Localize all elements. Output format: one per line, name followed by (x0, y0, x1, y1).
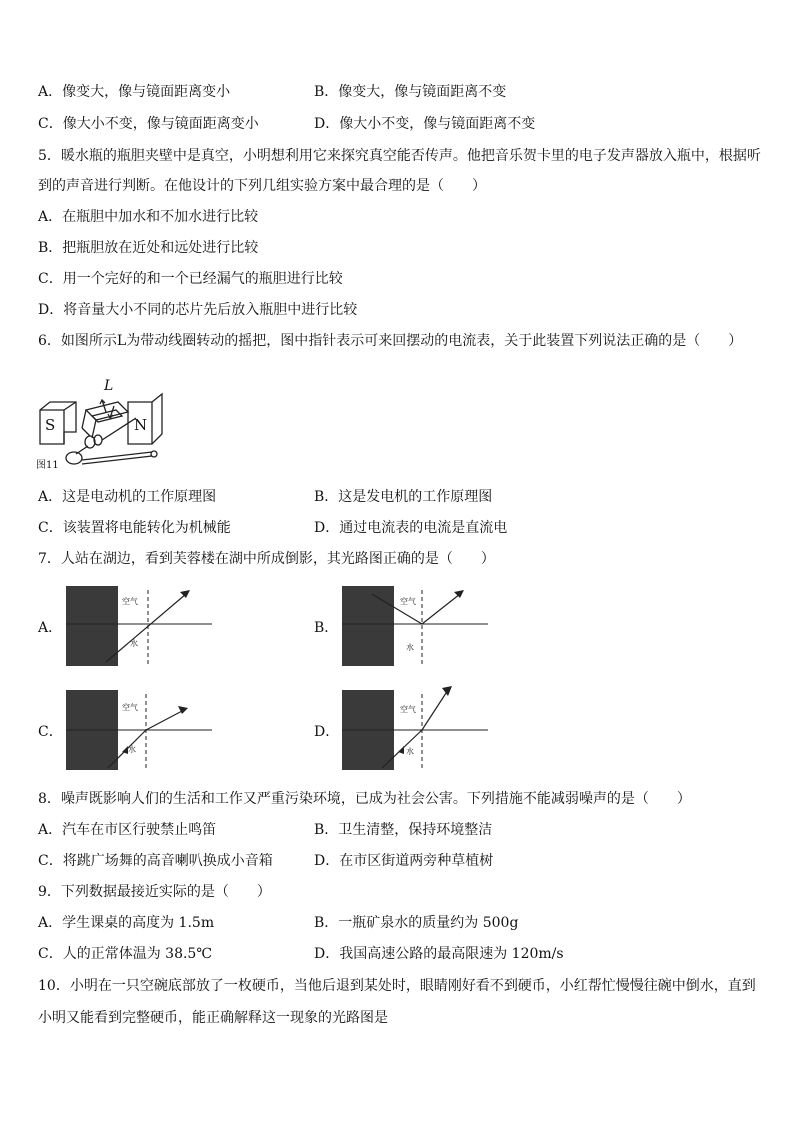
water-label: 水 (406, 643, 414, 652)
q5-option-b: B．把瓶胆放在近处和远处进行比较 (38, 240, 259, 256)
q5-option-a: A．在瓶胆中加水和不加水进行比较 (38, 209, 259, 225)
q5-option-d: D．将音量大小不同的芯片先后放入瓶胆中进行比较 (38, 302, 358, 318)
air-label: 空气 (122, 703, 138, 712)
q6-option-b: B．这是发电机的工作原理图 (314, 489, 493, 505)
q7-option-d-diagram (342, 684, 478, 774)
q4-option-c: C．像大小不变，像与镜面距离变小 (38, 116, 259, 132)
q9-option-b: B．一瓶矿泉水的质量约为 500g (314, 915, 519, 931)
water-label: 水 (130, 639, 138, 648)
q10-stem-line1: 10．小明在一只空碗底部放了一枚硬币，当他后退到某处时，眼睛刚好看不到硬币，小红帮忙慢慢往碗中倒水，直到 (38, 978, 756, 994)
q9-option-a: A．学生课桌的高度为 1.5m (38, 915, 215, 931)
air-label: 空气 (400, 705, 416, 714)
q7-option-a-diagram (66, 586, 186, 670)
q6-option-a: A．这是电动机的工作原理图 (38, 489, 217, 505)
q7-option-a-label: A． (38, 620, 63, 636)
q5-stem-line1: 5．暖水瓶的瓶胆夹壁中是真空，小明想利用它来探究真空能否传声。他把音乐贺卡里的电子发声器放入瓶中，根据听 (38, 148, 761, 164)
q8-option-b: B．卫生清整，保持环境整洁 (314, 822, 493, 838)
q7-option-b-label: B． (314, 620, 339, 636)
crank-l-label: L (104, 378, 114, 394)
q7-option-d-label: D． (314, 724, 340, 740)
q9-option-d: D．我国高速公路的最高限速为 120m/s (314, 946, 564, 962)
q9-option-c: C．人的正常体温为 38.5℃ (38, 946, 212, 962)
q5-option-c: C．用一个完好的和一个已经漏气的瓶胆进行比较 (38, 271, 343, 287)
q4-option-d: D．像大小不变，像与镜面距离不变 (314, 116, 536, 132)
q7-stem: 7．人站在湖边，看到芙蓉楼在湖中所成倒影，其光路图正确的是（ ） (38, 551, 495, 567)
q7-option-c-diagram (66, 690, 186, 774)
q6-stem: 6．如图所示L为带动线圈转动的摇把，图中指针表示可来回摆动的电流表，关于此装置下列说法正确的是（ ） (38, 333, 743, 349)
magnet-n-label: N (134, 416, 148, 434)
q8-option-a: A．汽车在市区行驶禁止鸣笛 (38, 822, 217, 838)
q4-option-a: A．像变大，像与镜面距离变小 (38, 84, 231, 100)
q8-option-c: C．将跳广场舞的高音喇叭换成小音箱 (38, 853, 273, 869)
q8-option-d: D．在市区街道两旁种草植树 (314, 853, 494, 869)
generator-diagram (36, 372, 172, 472)
q4-option-b: B．像变大，像与镜面距离不变 (314, 84, 507, 100)
q7-option-c-label: C． (38, 724, 63, 740)
q9-stem: 9．下列数据最接近实际的是（ ） (38, 884, 271, 900)
water-label: 水 (406, 747, 414, 756)
q6-option-d: D．通过电流表的电流是直流电 (314, 520, 508, 536)
magnet-s-label: S (45, 416, 56, 434)
figure-caption: 图11 (36, 460, 59, 471)
water-label: 水 (128, 745, 136, 754)
air-label: 空气 (122, 597, 138, 606)
air-label: 空气 (400, 597, 416, 606)
q5-stem-line2: 到的声音进行判断。在他设计的下列几组实验方案中最合理的是（ ） (38, 178, 486, 194)
q10-stem-line2: 小明又能看到完整硬币，能正确解释这一现象的光路图是 (38, 1010, 388, 1026)
q8-stem: 8．噪声既影响人们的生活和工作又严重污染环境，已成为社会公害。下列措施不能减弱噪声的是（ ） (38, 791, 691, 807)
q7-option-b-diagram (342, 586, 472, 670)
q6-option-c: C．该装置将电能转化为机械能 (38, 520, 231, 536)
